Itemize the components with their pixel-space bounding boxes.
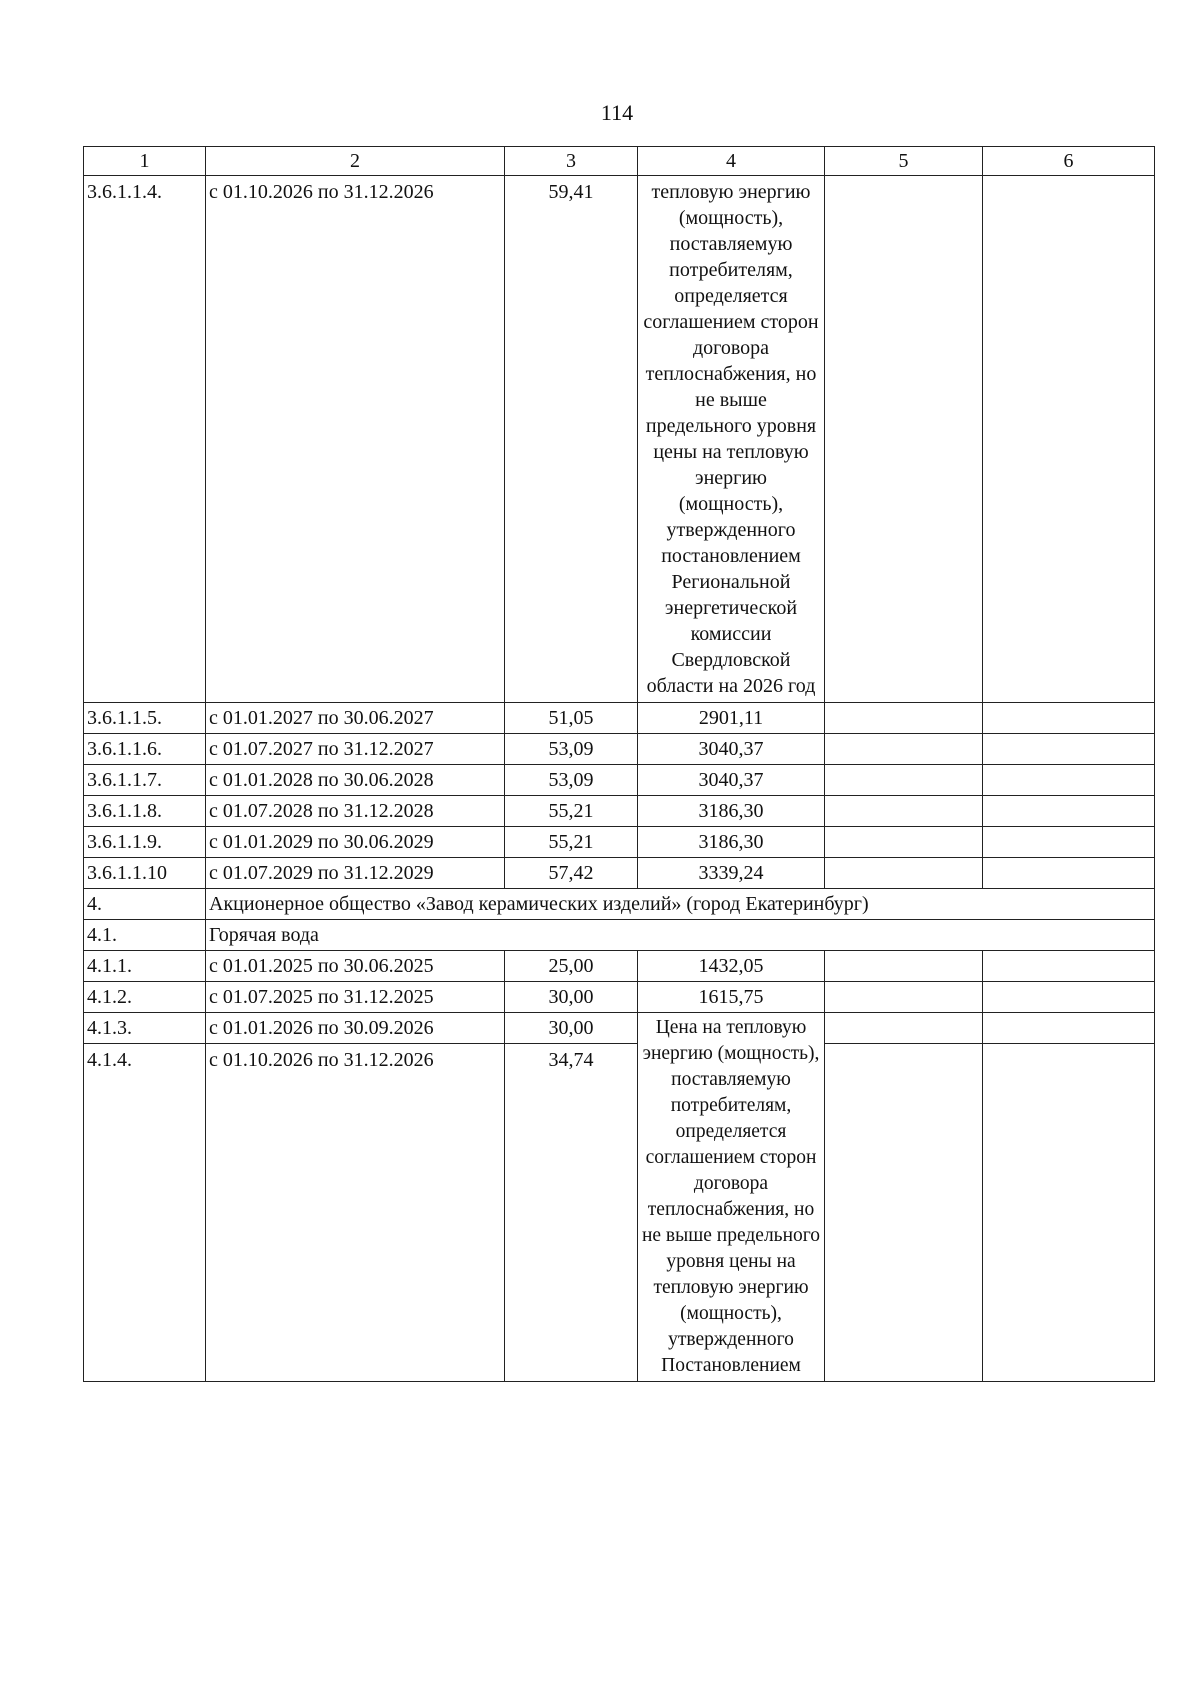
row-price: 1615,75: [638, 982, 825, 1013]
row-value: 59,41: [505, 176, 638, 703]
row-price: 3040,37: [638, 734, 825, 765]
row-col6: [983, 858, 1155, 889]
section-title: Акционерное общество «Завод керамических изделий» (город Екатеринбург): [206, 889, 1155, 920]
row-period: с 01.01.2027 по 30.06.2027: [206, 703, 505, 734]
tariff-table: [83, 146, 1155, 1382]
subsection-title: Горячая вода: [206, 920, 1155, 951]
table-row: [84, 176, 1155, 703]
row-period: с 01.01.2026 по 30.09.2026: [206, 1013, 505, 1044]
header-cell-5: 5: [825, 147, 983, 176]
row-number: 3.6.1.1.4.: [84, 176, 206, 703]
row-col6: [983, 1013, 1155, 1044]
row-col6: [983, 1044, 1155, 1382]
section-row: [84, 889, 1155, 920]
table-row: [84, 1044, 1155, 1382]
row-col5: [825, 951, 983, 982]
row-period: с 01.01.2029 по 30.06.2029: [206, 827, 505, 858]
row-period: с 01.07.2025 по 31.12.2025: [206, 982, 505, 1013]
row-period: с 01.07.2028 по 31.12.2028: [206, 796, 505, 827]
subsection-number: 4.1.: [84, 920, 206, 951]
row-col5: [825, 1013, 983, 1044]
row-price-note: тепловую энергию (мощность), поставляемую потребителям, определяется соглашением сторон договора теплоснабжения, но не выше предельного уровня цены на тепловую энергию (мощность), утвержденного постановлением Региональной энергетической комиссии Свердловской области на 2026 год: [638, 176, 825, 703]
row-col6: [983, 982, 1155, 1013]
row-number: 4.1.2.: [84, 982, 206, 1013]
section-number: 4.: [84, 889, 206, 920]
header-cell-4: 4: [638, 147, 825, 176]
row-value: 53,09: [505, 765, 638, 796]
row-value: 53,09: [505, 734, 638, 765]
table-row: [84, 858, 1155, 889]
row-number: 3.6.1.1.7.: [84, 765, 206, 796]
row-period: с 01.10.2026 по 31.12.2026: [206, 1044, 505, 1382]
row-col5: [825, 734, 983, 765]
row-value: 51,05: [505, 703, 638, 734]
row-price: 3040,37: [638, 765, 825, 796]
row-col5: [825, 1044, 983, 1382]
header-cell-6: 6: [983, 147, 1155, 176]
header-cell-2: 2: [206, 147, 505, 176]
subsection-row: [84, 920, 1155, 951]
row-number: 3.6.1.1.9.: [84, 827, 206, 858]
row-value: 57,42: [505, 858, 638, 889]
row-col5: [825, 982, 983, 1013]
row-col5: [825, 796, 983, 827]
row-number: 3.6.1.1.5.: [84, 703, 206, 734]
row-value: 34,74: [505, 1044, 638, 1382]
table-header-row: [84, 147, 1155, 176]
row-price: 2901,11: [638, 703, 825, 734]
row-period: с 01.01.2025 по 30.06.2025: [206, 951, 505, 982]
row-number: 3.6.1.1.8.: [84, 796, 206, 827]
row-period: с 01.10.2026 по 31.12.2026: [206, 176, 505, 703]
row-price: 1432,05: [638, 951, 825, 982]
row-col5: [825, 703, 983, 734]
row-col6: [983, 765, 1155, 796]
row-price: 3186,30: [638, 827, 825, 858]
row-value: 55,21: [505, 827, 638, 858]
table-row: [84, 734, 1155, 765]
header-cell-1: 1: [84, 147, 206, 176]
row-price: 3339,24: [638, 858, 825, 889]
table-row: [84, 796, 1155, 827]
page-number: 114: [600, 100, 634, 125]
table-row: [84, 982, 1155, 1013]
row-col6: [983, 176, 1155, 703]
table-row: [84, 951, 1155, 982]
row-col6: [983, 734, 1155, 765]
row-col5: [825, 176, 983, 703]
row-col6: [983, 796, 1155, 827]
row-period: с 01.01.2028 по 30.06.2028: [206, 765, 505, 796]
row-col6: [983, 951, 1155, 982]
row-number: 4.1.3.: [84, 1013, 206, 1044]
row-value: 55,21: [505, 796, 638, 827]
header-cell-3: 3: [505, 147, 638, 176]
row-col5: [825, 858, 983, 889]
table-row: [84, 827, 1155, 858]
row-value: 25,00: [505, 951, 638, 982]
row-col6: [983, 703, 1155, 734]
row-value: 30,00: [505, 982, 638, 1013]
table-row: [84, 765, 1155, 796]
row-period: с 01.07.2027 по 31.12.2027: [206, 734, 505, 765]
row-number: 4.1.4.: [84, 1044, 206, 1382]
row-value: 30,00: [505, 1013, 638, 1044]
table-row: [84, 703, 1155, 734]
row-number: 4.1.1.: [84, 951, 206, 982]
row-col5: [825, 765, 983, 796]
row-col6: [983, 827, 1155, 858]
row-number: 3.6.1.1.6.: [84, 734, 206, 765]
row-number: 3.6.1.1.10: [84, 858, 206, 889]
row-period: с 01.07.2029 по 31.12.2029: [206, 858, 505, 889]
row-price: 3186,30: [638, 796, 825, 827]
table-row: [84, 1013, 1155, 1044]
merged-price-note: Цена на тепловую энергию (мощность), поставляемую потребителям, определяется соглашением сторон договора теплоснабжения, но не выше предельного уровня цены на тепловую энергию (мощность), утвержденного Постановлением: [638, 1013, 825, 1382]
row-col5: [825, 827, 983, 858]
